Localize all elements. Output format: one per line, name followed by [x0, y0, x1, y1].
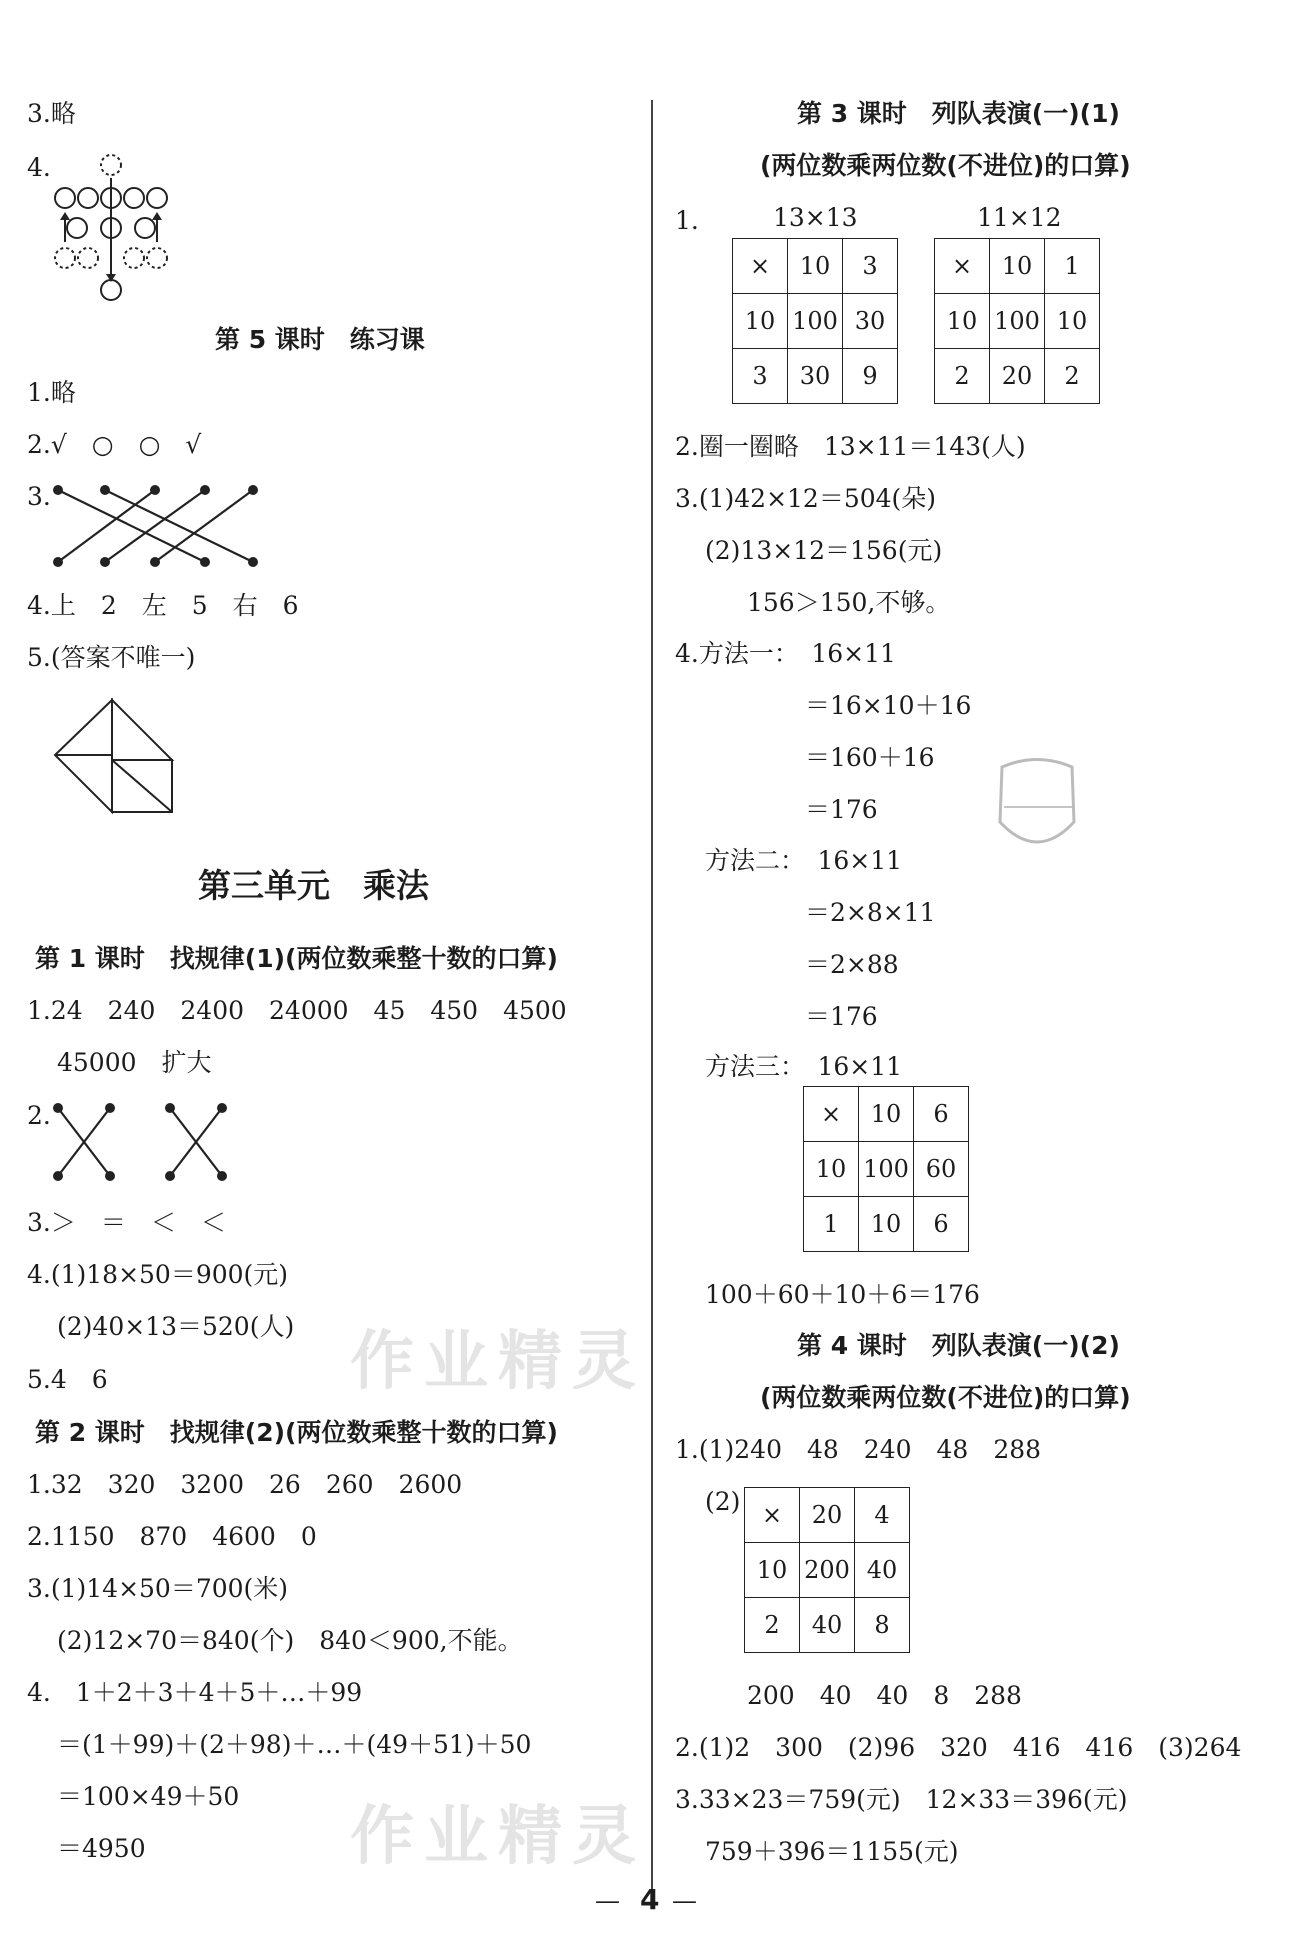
circle	[147, 188, 167, 208]
l3-method1-step3: ＝176	[805, 795, 878, 824]
l3-expr-1: 13×13	[773, 203, 858, 232]
l1-answer-1b: 45000 扩大	[57, 1048, 212, 1077]
geometric-figure	[55, 695, 185, 820]
stamp-logo	[992, 752, 1082, 862]
grid-cell: 100	[788, 294, 843, 349]
grid-row	[804, 1142, 969, 1197]
grid-cell: 6	[914, 1087, 969, 1142]
grid-cell: 1	[1045, 239, 1100, 294]
grid-cell: 30	[788, 349, 843, 404]
l4-answer-1b: (2)	[705, 1487, 741, 1516]
grid-cell: 20	[800, 1488, 855, 1543]
footer-dash-right: —	[672, 1886, 697, 1915]
grid-cell: 10	[859, 1197, 914, 1252]
grid-cell: 2	[745, 1598, 800, 1653]
l3-answer-3c: 156＞150,不够。	[747, 588, 951, 617]
multiplication-grid	[803, 1086, 969, 1252]
circle	[101, 280, 121, 300]
l4-answer-3b: 759＋396＝1155(元)	[705, 1837, 959, 1866]
l4-answer-1c: 200 40 40 8 288	[747, 1681, 1022, 1710]
l3-answer-2: 2.圈一圈略 13×11＝143(人)	[675, 432, 1026, 461]
grid-row	[745, 1488, 910, 1543]
answer-4: 4.	[27, 153, 51, 182]
grid-cell: 40	[800, 1598, 855, 1653]
dashed-circle	[101, 155, 121, 175]
column-divider	[651, 100, 653, 1890]
l2-answer-2: 2.1150 870 4600 0	[27, 1522, 317, 1551]
grid-row	[733, 239, 898, 294]
grid-cell: 3	[733, 349, 788, 404]
l5-answer-2: 2.√ ○ ○ √	[27, 430, 202, 459]
l3-method2-step3: ＝176	[805, 1002, 878, 1031]
l1-answer-4: 4.(1)18×50＝900(元)	[27, 1260, 289, 1289]
l3-answer-3: 3.(1)42×12＝504(朵)	[675, 484, 937, 513]
grid-row	[935, 294, 1100, 349]
grid-cell: 9	[843, 349, 898, 404]
multiplication-grid	[934, 238, 1100, 404]
grid-cell: 10	[1045, 294, 1100, 349]
grid-cell: 100	[859, 1142, 914, 1197]
grid-cell: ×	[935, 239, 990, 294]
answer-3: 3.略	[27, 99, 76, 128]
grid-cell: 6	[914, 1197, 969, 1252]
lesson-4-title: 第 4 课时 列队表演(一)(2)	[797, 1331, 1120, 1360]
l3-method2: 方法二： 16×11	[705, 846, 903, 875]
grid-cell: 10	[733, 294, 788, 349]
grid-cell: 10	[935, 294, 990, 349]
grid-cell: 10	[788, 239, 843, 294]
matching-lines-figure	[50, 480, 270, 570]
l2-answer-4c: ＝100×49＋50	[57, 1782, 240, 1811]
l5-answer-3: 3.	[27, 482, 51, 511]
grid-cell: 40	[855, 1543, 910, 1598]
grid-cell: 10	[745, 1543, 800, 1598]
grid-cell: ×	[733, 239, 788, 294]
arrow-head	[152, 212, 162, 220]
circle	[124, 188, 144, 208]
circle	[55, 188, 75, 208]
l3-expr-2: 11×12	[977, 203, 1062, 232]
grid-cell: ×	[804, 1087, 859, 1142]
grid-row	[935, 349, 1100, 404]
l3-answer-4: 4.方法一： 16×11	[675, 639, 896, 668]
l3-method2-step2: ＝2×88	[805, 950, 899, 979]
l1-answer-2: 2.	[27, 1101, 51, 1130]
l4-answer-1: 1.(1)240 48 240 48 288	[675, 1435, 1042, 1464]
l2-answer-4b: ＝(1＋99)＋(2＋98)＋…＋(49＋51)＋50	[57, 1730, 532, 1759]
grid-row	[745, 1543, 910, 1598]
cross-lines-figure	[50, 1100, 240, 1185]
lesson-3-title: 第 3 课时 列队表演(一)(1)	[797, 99, 1120, 128]
grid-cell: 3	[843, 239, 898, 294]
grid-cell: 10	[859, 1087, 914, 1142]
dashed-circle	[124, 248, 144, 268]
grid-cell: 2	[935, 349, 990, 404]
l3-method1-step2: ＝160＋16	[805, 743, 935, 772]
arrow-head	[60, 212, 70, 220]
grid-cell: 100	[990, 294, 1045, 349]
grid-cell: 200	[800, 1543, 855, 1598]
l2-answer-4d: ＝4950	[57, 1834, 146, 1863]
circle-pattern-figure	[50, 150, 180, 305]
grid-row	[804, 1087, 969, 1142]
l1-answer-1: 1.24 240 2400 24000 45 450 4500	[27, 996, 567, 1025]
grid-row	[935, 239, 1100, 294]
grid-row	[745, 1598, 910, 1653]
lesson-1-title: 第 1 课时 找规律(1)(两位数乘整十数的口算)	[35, 944, 558, 973]
circle	[78, 188, 98, 208]
watermark: 作业精灵	[350, 1325, 646, 1399]
l5-answer-4: 4.上 2 左 5 右 6	[27, 591, 299, 620]
watermark: 作业精灵	[350, 1800, 646, 1874]
grid-cell: 1	[804, 1197, 859, 1252]
lesson-3-subtitle: (两位数乘两位数(不进位)的口算)	[760, 151, 1131, 180]
grid-cell: 20	[990, 349, 1045, 404]
circle	[135, 218, 155, 238]
l4-answer-3: 3.33×23＝759(元) 12×33＝396(元)	[675, 1785, 1128, 1814]
dashed-circle	[55, 248, 75, 268]
grid-row	[804, 1197, 969, 1252]
l3-method3: 方法三： 16×11	[705, 1052, 903, 1081]
l1-answer-3: 3.＞ ＝ ＜ ＜	[27, 1208, 226, 1237]
l2-answer-1: 1.32 320 3200 26 260 2600	[27, 1470, 463, 1499]
grid-cell: 2	[1045, 349, 1100, 404]
l3-answer-3b: (2)13×12＝156(元)	[705, 536, 943, 565]
grid-cell: 60	[914, 1142, 969, 1197]
grid-cell: 4	[855, 1488, 910, 1543]
multiplication-grid	[732, 238, 898, 404]
l3-method3-sum: 100＋60＋10＋6＝176	[705, 1280, 980, 1309]
l2-answer-4: 4. 1＋2＋3＋4＋5＋…＋99	[27, 1678, 363, 1707]
grid-cell: ×	[745, 1488, 800, 1543]
l3-method1-step1: ＝16×10＋16	[805, 691, 972, 720]
l5-answer-1: 1.略	[27, 378, 76, 407]
grid-row	[733, 349, 898, 404]
lesson-2-title: 第 2 课时 找规律(2)(两位数乘整十数的口算)	[35, 1418, 558, 1447]
l1-answer-5: 5.4 6	[27, 1365, 108, 1394]
unit-title: 第三单元 乘法	[198, 866, 429, 905]
l2-answer-3b: (2)12×70＝840(个) 840＜900,不能。	[57, 1626, 523, 1655]
grid-cell: 30	[843, 294, 898, 349]
lesson-5-title: 第 5 课时 练习课	[215, 325, 425, 354]
lesson-4-subtitle: (两位数乘两位数(不进位)的口算)	[760, 1383, 1131, 1412]
dashed-circle	[78, 248, 98, 268]
l2-answer-3: 3.(1)14×50＝700(米)	[27, 1574, 289, 1603]
grid-cell: 10	[804, 1142, 859, 1197]
footer-dash-left: —	[595, 1886, 620, 1915]
l3-method2-step1: ＝2×8×11	[805, 898, 936, 927]
l3-answer-1: 1.	[675, 206, 699, 235]
multiplication-grid	[744, 1487, 910, 1653]
grid-cell: 10	[990, 239, 1045, 294]
page-number: 4	[640, 1883, 660, 1916]
grid-cell: 8	[855, 1598, 910, 1653]
dashed-circle	[147, 248, 167, 268]
l5-answer-5: 5.(答案不唯一)	[27, 643, 196, 672]
l4-answer-2: 2.(1)2 300 (2)96 320 416 416 (3)264	[675, 1733, 1242, 1762]
l1-answer-4b: (2)40×13＝520(人)	[57, 1312, 295, 1341]
circle	[67, 218, 87, 238]
grid-row	[733, 294, 898, 349]
